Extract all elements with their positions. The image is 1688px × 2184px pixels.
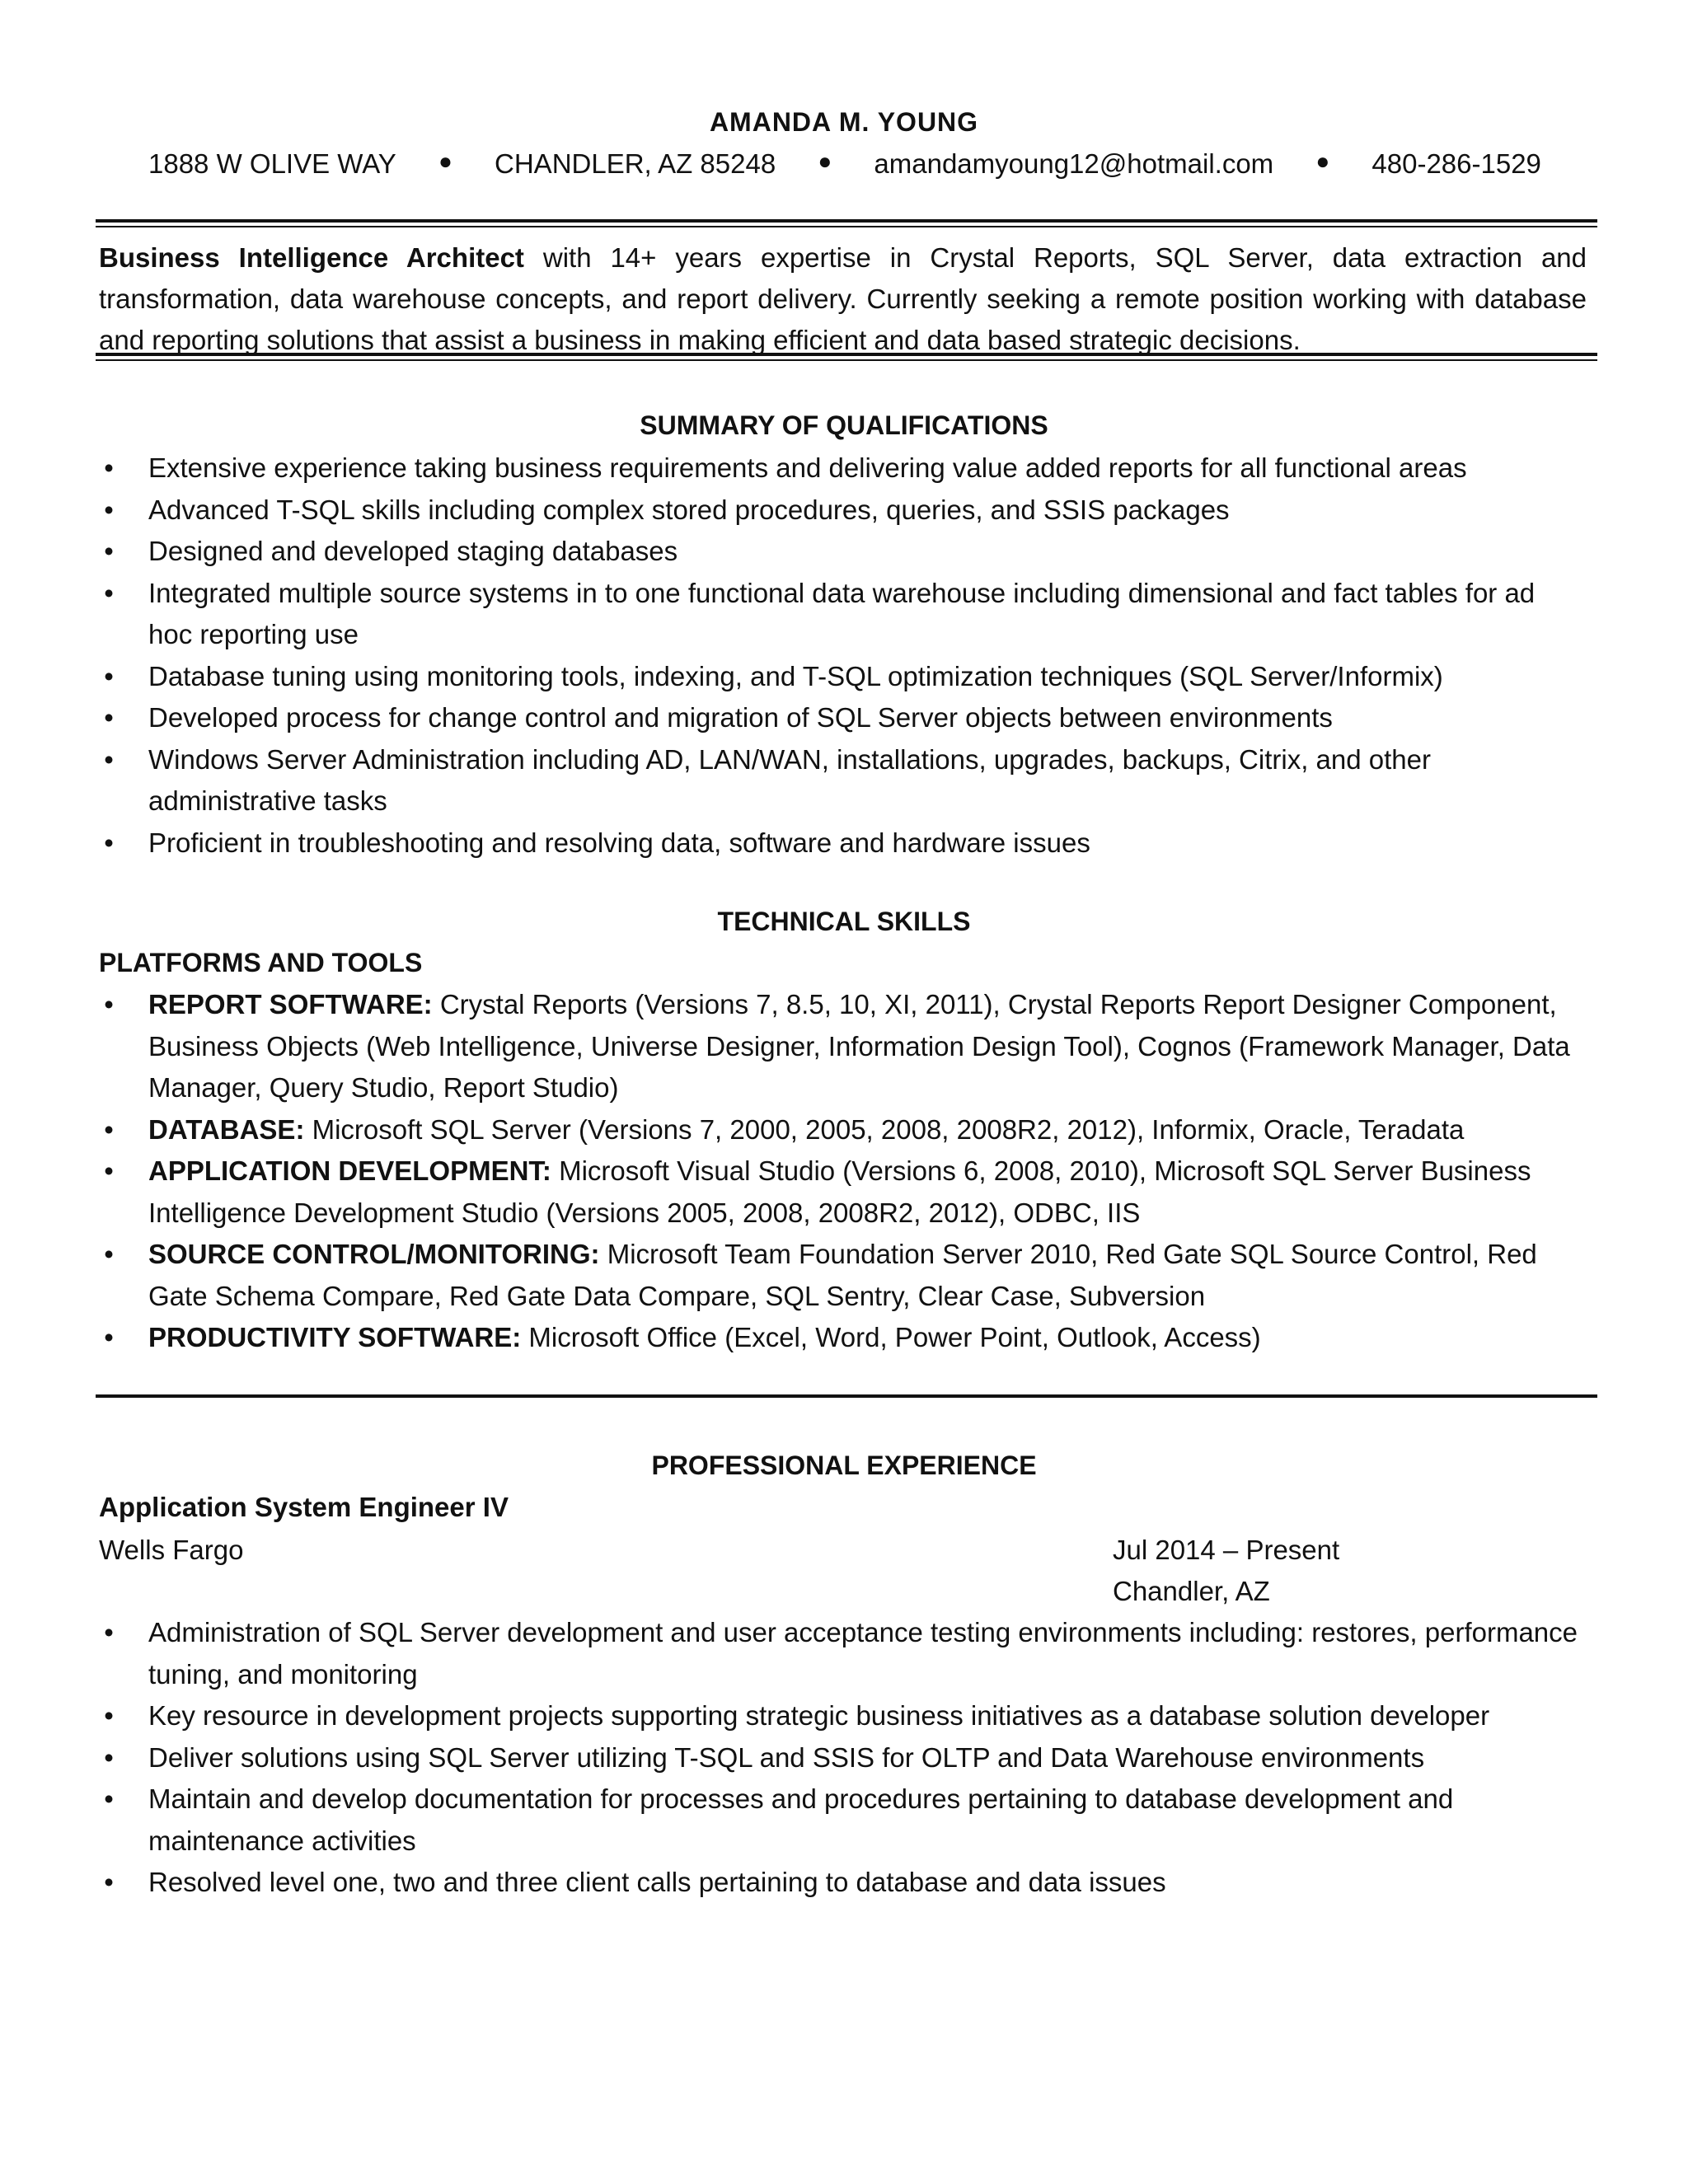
bullet-icon: • (104, 1617, 114, 1647)
list-item-text: Extensive experience taking business requirements and delivering value added reports for all functional areas (148, 452, 1467, 483)
separator-dot: ● (818, 148, 832, 174)
list-item (99, 1862, 1582, 1904)
list-item-text: Proficient in troubleshooting and resolving data, software and hardware issues (148, 827, 1090, 858)
list-item (99, 984, 1582, 1109)
list-item-text: Maintain and develop documentation for processes and procedures pertaining to database development and maintenance activities (148, 1783, 1454, 1856)
list-item-text: Administration of SQL Server development and user acceptance testing environments including: restores, performance tuning, and monitoring (148, 1617, 1578, 1690)
list-item-text: Advanced T-SQL skills including complex stored procedures, queries, and SSIS packages (148, 494, 1230, 525)
company-name: Wells Fargo (99, 1535, 244, 1565)
list-item (99, 490, 1582, 532)
skill-category: REPORT SOFTWARE: (148, 989, 433, 1019)
bullet-icon: • (104, 536, 114, 566)
bullet-icon: • (104, 660, 114, 691)
separator-dot: ● (1315, 148, 1330, 174)
list-item (99, 739, 1582, 823)
bullet-icon: • (104, 1239, 114, 1269)
bullet-icon: • (104, 827, 114, 858)
skill-category: SOURCE CONTROL/MONITORING: (148, 1239, 600, 1269)
skill-text: Microsoft Office (Excel, Word, Power Point, Outlook, Access) (521, 1322, 1261, 1352)
bullet-icon: • (104, 494, 114, 525)
list-item (99, 823, 1582, 865)
job-title: Application System Engineer IV (99, 1492, 509, 1522)
bullet-icon: • (104, 702, 114, 733)
address: 1888 W OLIVE WAY (148, 148, 396, 179)
city-state-zip: CHANDLER, AZ 85248 (495, 148, 776, 179)
summary-heading: SUMMARY OF QUALIFICATIONS (640, 410, 1048, 440)
list-item (99, 1109, 1582, 1151)
bullet-icon: • (104, 1783, 114, 1814)
bullet-icon: • (104, 1700, 114, 1731)
bullet-icon: • (104, 577, 114, 608)
technical-heading: TECHNICAL SKILLS (717, 907, 971, 936)
skill-category: APPLICATION DEVELOPMENT: (148, 1155, 551, 1186)
list-item (99, 1737, 1582, 1779)
list-item (99, 656, 1582, 698)
skill-text: Microsoft Team Foundation Server 2010, Red Gate SQL Source Control, Red Gate Schema Compare, Red Gate Data Compare, SQL Sentry, Clear Case, Subversion (148, 1239, 1537, 1311)
experience-heading: PROFESSIONAL EXPERIENCE (651, 1451, 1037, 1480)
bullet-icon: • (104, 1155, 114, 1186)
list-item-text: Database tuning using monitoring tools, indexing, and T-SQL optimization techniques (SQL Server/Informix) (148, 660, 1443, 691)
list-item-text: Key resource in development projects supporting strategic business initiatives as a database solution developer (148, 1700, 1490, 1731)
objective-statement (99, 237, 1587, 361)
list-item (99, 1695, 1582, 1737)
job-dates: Jul 2014 – Present (1113, 1535, 1340, 1565)
skill-text: Crystal Reports (Versions 7, 8.5, 10, XI, 2011), Crystal Reports Report Designer Component, Business Objects (Web Intelligence, Universe Designer, Information Design Tool), Cognos (Framework Manager, Data Manager, Query Studio, Report Studio) (148, 989, 1570, 1103)
skills-list (99, 984, 1582, 1359)
platforms-subheading: PLATFORMS AND TOOLS (99, 948, 423, 977)
list-item (99, 1317, 1582, 1359)
list-item (99, 573, 1582, 656)
list-item (99, 697, 1582, 739)
list-item-text: Resolved level one, two and three client calls pertaining to database and data issues (148, 1867, 1166, 1897)
bullet-icon: • (104, 1741, 114, 1773)
list-item (99, 1234, 1582, 1317)
list-item (99, 1612, 1582, 1695)
list-item-text: Deliver solutions using SQL Server utilizing T-SQL and SSIS for OLTP and Data Warehouse environments (148, 1741, 1425, 1773)
bullet-icon: • (104, 1322, 114, 1352)
phone-number: 480-286-1529 (1372, 148, 1541, 179)
bullet-icon: • (104, 1113, 114, 1145)
list-item-text: Windows Server Administration including AD, LAN/WAN, installations, upgrades, backups, Citrix, and other administrative tasks (148, 743, 1431, 816)
list-item (99, 531, 1582, 573)
objective-lead: Business Intelligence Architect (99, 242, 524, 273)
contact-line (148, 148, 1541, 180)
list-item-text: Designed and developed staging databases (148, 536, 678, 566)
skill-category: PRODUCTIVITY SOFTWARE: (148, 1322, 522, 1352)
email-link[interactable]: amandamyoung12@hotmail.com (874, 148, 1274, 179)
skill-text: Microsoft SQL Server (Versions 7, 2000, 2005, 2008, 2008R2, 2012), Informix, Oracle, Teradata (304, 1113, 1465, 1145)
divider-top (96, 219, 1597, 227)
list-item-text: Integrated multiple source systems in to one functional data warehouse including dimensional and fact tables for ad hoc reporting use (148, 577, 1536, 649)
divider-experience (96, 1394, 1597, 1398)
objective-text: with 14+ years expertise in Crystal Reports, SQL Server, data extraction and transformation, data warehouse concepts, and report delivery. Currently seeking a remote position working with database and reporting solutions that assist a business in making efficient and data based strategic decisions. (99, 242, 1587, 355)
job-location: Chandler, AZ (1113, 1576, 1270, 1606)
list-item (99, 1779, 1582, 1862)
list-item (99, 1151, 1582, 1234)
bullet-icon: • (104, 452, 114, 483)
summary-list (99, 448, 1582, 864)
skill-category: DATABASE: (148, 1113, 305, 1145)
list-item-text: Developed process for change control and migration of SQL Server objects between environments (148, 702, 1333, 733)
job-duties-list (99, 1612, 1582, 1904)
separator-dot: ● (438, 148, 452, 174)
divider-objective (96, 353, 1597, 361)
bullet-icon: • (104, 743, 114, 775)
bullet-icon: • (104, 989, 114, 1019)
list-item (99, 448, 1582, 490)
candidate-name: AMANDA M. YOUNG (709, 107, 979, 137)
skill-text: Microsoft Visual Studio (Versions 6, 2008, 2010), Microsoft SQL Server Business Intelligence Development Studio (Versions 2005, 2008, 2008R2, 2012), ODBC, IIS (148, 1155, 1531, 1228)
bullet-icon: • (104, 1867, 114, 1897)
